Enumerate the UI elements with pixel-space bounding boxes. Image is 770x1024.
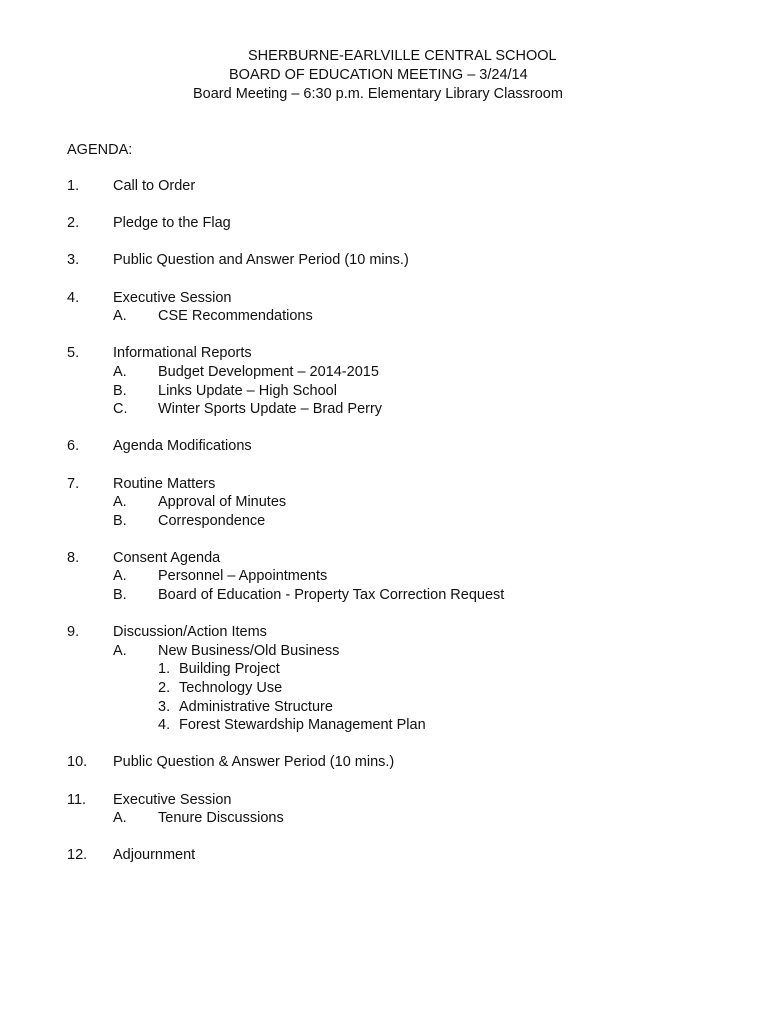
agenda-item-row	[67, 753, 747, 772]
agenda-item-number: 1.	[67, 178, 80, 194]
agenda-item-number: 12.	[67, 847, 88, 864]
agenda-item-row	[67, 214, 747, 233]
agenda-subsubitem-number: 1.	[158, 661, 171, 678]
agenda-item-title: Consent Agenda	[113, 549, 221, 566]
agenda-item	[67, 753, 747, 772]
agenda-item-row	[67, 437, 747, 456]
meeting-time-location: Board Meeting – 6:30 p.m. Elementary Library Classroom	[193, 86, 563, 102]
agenda-item-row	[67, 475, 747, 494]
agenda-item-number: 5.	[67, 345, 80, 362]
agenda-item-number: 11.	[67, 791, 87, 808]
agenda-item-title: Public Question and Answer Period (10 mins.)	[113, 252, 409, 269]
agenda-subitem	[67, 307, 747, 326]
agenda-item-number: 6.	[67, 438, 80, 455]
agenda-item-number: 10.	[67, 754, 88, 771]
agenda-subitem	[67, 363, 747, 382]
agenda-item	[67, 177, 747, 196]
agenda-subitem-text: CSE Recommendations	[158, 308, 313, 325]
agenda-subitem-text: Approval of Minutes	[158, 494, 287, 511]
agenda-item	[67, 846, 747, 865]
agenda-subsubitem-number: 4.	[158, 717, 171, 734]
agenda-item-title: Executive Session	[113, 791, 232, 808]
agenda-subsubitem	[67, 660, 747, 679]
agenda-subitem-text: Board of Education - Property Tax Correction Request	[158, 587, 505, 604]
agenda-item-title: Executive Session	[113, 289, 232, 306]
agenda-subitem-letter: B.	[113, 512, 127, 529]
agenda-item	[67, 623, 747, 735]
agenda-list	[67, 177, 747, 884]
agenda-subsubitem-text: Administrative Structure	[179, 698, 333, 715]
agenda-subitem-letter: A.	[113, 642, 127, 659]
agenda-item-number: 7.	[67, 475, 80, 492]
agenda-subsubitem-number: 3.	[158, 698, 171, 715]
agenda-subitem-text: Winter Sports Update – Brad Perry	[158, 401, 383, 418]
agenda-item	[67, 251, 747, 270]
agenda-subitem-letter: C.	[113, 401, 128, 418]
agenda-subitem-letter: A.	[113, 308, 127, 325]
agenda-item-row	[67, 549, 747, 568]
agenda-subsubitem	[67, 698, 747, 717]
agenda-item-number: 4.	[67, 289, 80, 306]
agenda-subitem	[67, 642, 747, 661]
agenda-item	[67, 344, 747, 418]
agenda-item-title: Public Question & Answer Period (10 mins.)	[113, 754, 395, 771]
agenda-subitem	[67, 809, 747, 828]
agenda-subitem-text: Links Update – High School	[158, 382, 337, 399]
agenda-item-title: Pledge to the Flag	[113, 215, 231, 232]
agenda-subitem	[67, 567, 747, 586]
agenda-item-title: Discussion/Action Items	[113, 624, 267, 641]
agenda-subitem-letter: A.	[113, 810, 127, 827]
agenda-subitem-letter: A.	[113, 568, 127, 585]
agenda-subitem	[67, 400, 747, 419]
agenda-subsubitem	[67, 716, 747, 735]
agenda-item-row	[67, 846, 747, 865]
agenda-item-title: Informational Reports	[113, 345, 252, 362]
agenda-item	[67, 475, 747, 531]
agenda-subsubitem-text: Forest Stewardship Management Plan	[179, 717, 426, 734]
agenda-item	[67, 549, 747, 605]
agenda-subitem-text: Correspondence	[158, 512, 266, 529]
agenda-subitem-letter: B.	[113, 382, 127, 399]
agenda-item-number: 9.	[67, 624, 80, 641]
agenda-subitem	[67, 493, 747, 512]
agenda-subsubitem	[67, 679, 747, 698]
agenda-item-row	[67, 791, 747, 810]
agenda-subitem-letter: A.	[113, 363, 127, 380]
agenda-subitem-text: Budget Development – 2014-2015	[158, 363, 379, 380]
agenda-item	[67, 791, 747, 828]
school-name: SHERBURNE-EARLVILLE CENTRAL SCHOOL	[248, 48, 557, 64]
agenda-item-row	[67, 344, 747, 363]
agenda-item-number: 3.	[67, 252, 80, 269]
agenda-subitem-letter: B.	[113, 587, 127, 604]
agenda-item-number: 8.	[67, 549, 80, 566]
agenda-item	[67, 214, 747, 233]
agenda-subitem-text: Tenure Discussions	[158, 810, 284, 827]
agenda-item-title: Routine Matters	[113, 475, 216, 492]
agenda-subsubitem-text: Technology Use	[179, 680, 283, 697]
agenda-subitem-letter: A.	[113, 494, 127, 511]
agenda-item-title: Call to Order	[113, 178, 196, 194]
agenda-item	[67, 289, 747, 326]
agenda-subitem	[67, 586, 747, 605]
agenda-item-title: Adjournment	[113, 847, 196, 864]
agenda-subsubitem-number: 2.	[158, 680, 171, 697]
agenda-subitem	[67, 382, 747, 401]
meeting-title: BOARD OF EDUCATION MEETING – 3/24/14	[229, 67, 528, 83]
agenda-item-row	[67, 177, 747, 196]
agenda-item	[67, 437, 747, 456]
agenda-item-title: Agenda Modifications	[113, 438, 252, 455]
agenda-item-row	[67, 623, 747, 642]
agenda-subitem	[67, 512, 747, 531]
agenda-subitem-text: New Business/Old Business	[158, 642, 340, 659]
agenda-heading: AGENDA:	[67, 142, 133, 158]
agenda-subitem-text: Personnel – Appointments	[158, 568, 328, 585]
agenda-subsubitem-text: Building Project	[179, 661, 280, 678]
agenda-item-number: 2.	[67, 215, 80, 232]
agenda-item-row	[67, 289, 747, 308]
agenda-item-row	[67, 251, 747, 270]
